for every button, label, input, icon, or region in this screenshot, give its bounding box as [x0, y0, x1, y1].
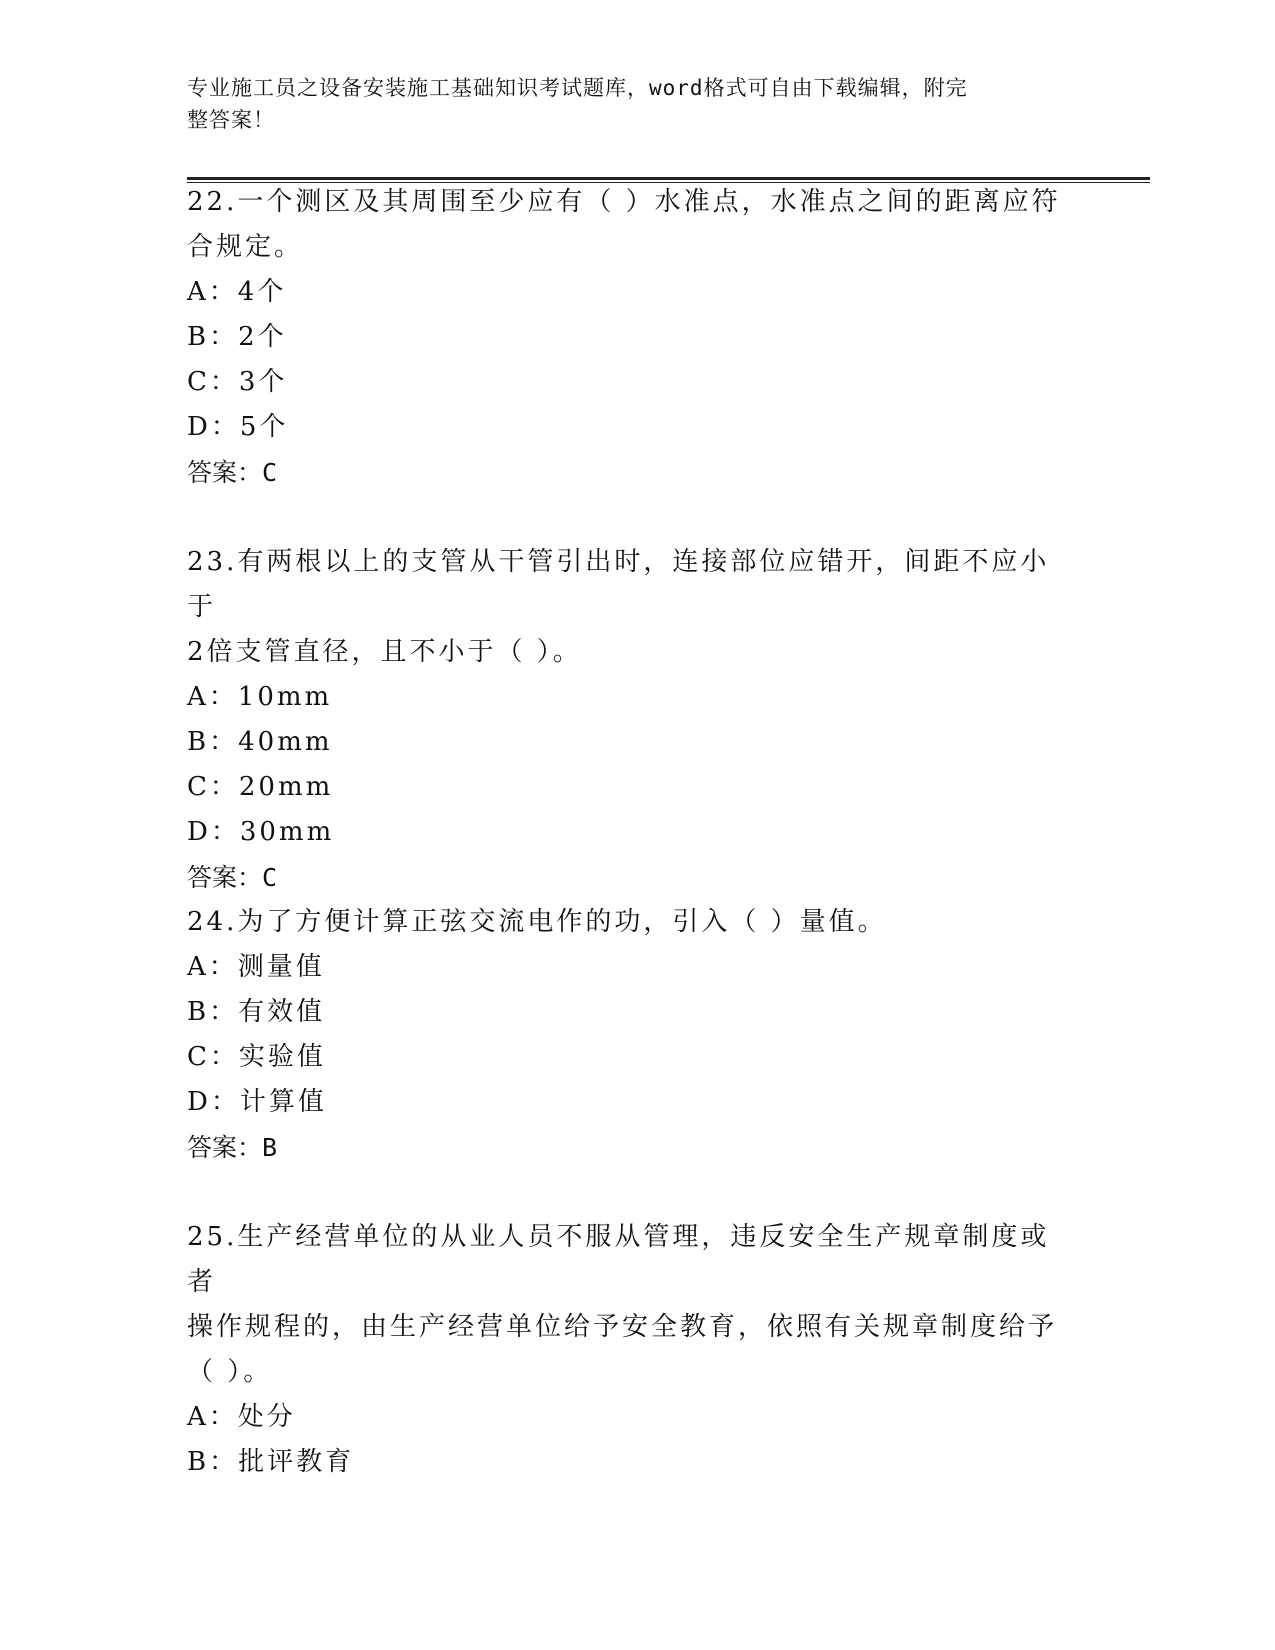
option-c: C：实验值 [187, 1042, 326, 1072]
question-23 [187, 540, 1067, 900]
question-22 [187, 180, 1067, 495]
answer-line: 答案：C [187, 458, 278, 487]
option-c: C：3个 [187, 367, 288, 397]
option-a: A：处分 [187, 1402, 296, 1432]
option-c: C：20mm [187, 772, 334, 802]
question-text-line: 22.一个测区及其周围至少应有（ ）水准点，水准点之间的距离应符 [187, 187, 1061, 217]
option-b: B：40mm [187, 727, 333, 757]
option-a: A：测量值 [187, 952, 325, 982]
question-text-line: 24.为了方便计算正弦交流电作的功，引入（ ）量值。 [187, 907, 887, 937]
question-25 [187, 1215, 1067, 1485]
question-text-line: 25.生产经营单位的从业人员不服从管理，违反安全生产规章制度或者 [187, 1222, 1050, 1297]
question-text-line: 合规定。 [187, 232, 304, 262]
option-a: A：10mm [187, 682, 333, 712]
header-line-2: 整答案！ [187, 108, 275, 132]
answer-line: 答案：B [187, 1133, 278, 1162]
option-b: B：有效值 [187, 997, 326, 1027]
question-text-line: 2倍支管直径，且不小于（ ）。 [187, 637, 582, 667]
option-b: B：批评教育 [187, 1447, 355, 1477]
option-b: B：2个 [187, 322, 287, 352]
question-text-line: （ ）。 [187, 1357, 273, 1387]
option-a: A：4个 [187, 277, 287, 307]
question-24 [187, 900, 1067, 1170]
option-d: D：计算值 [187, 1087, 327, 1117]
answer-line: 答案：C [187, 863, 278, 892]
question-text-line: 23.有两根以上的支管从干管引出时，连接部位应错开，间距不应小于 [187, 547, 1050, 622]
option-d: D：30mm [187, 817, 335, 847]
option-d: D：5个 [187, 412, 289, 442]
header-line-1: 专业施工员之设备安装施工基础知识考试题库，word格式可自由下载编辑，附完 [187, 76, 968, 100]
question-text-line: 操作规程的，由生产经营单位给予安全教育，依照有关规章制度给予 [187, 1312, 1058, 1342]
document-header [187, 72, 1067, 136]
